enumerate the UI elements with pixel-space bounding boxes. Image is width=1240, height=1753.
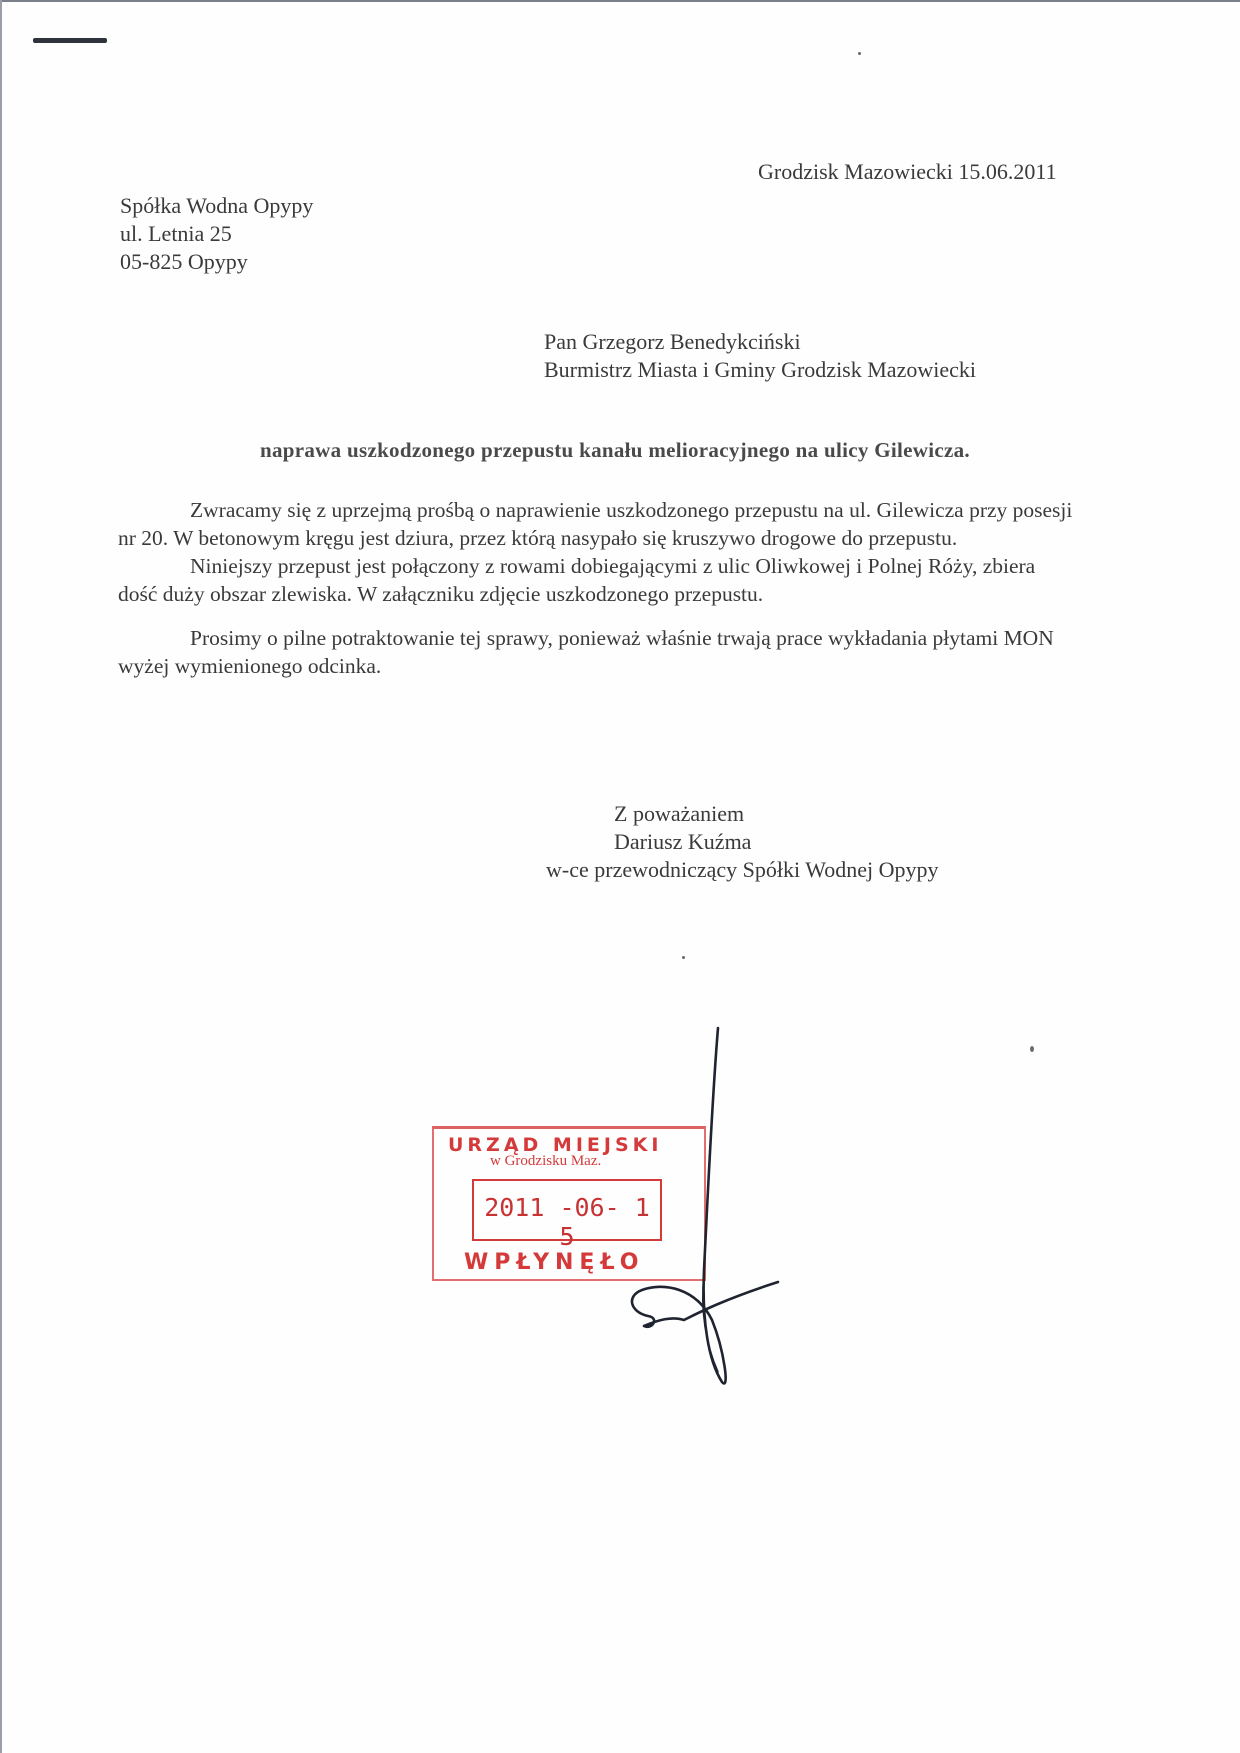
body-paragraph-1: Zwracamy się z uprzejmą prośbą o naprawienie uszkodzonego przepustu na ul. Gilewicza przy posesji nr 20. W betonowym kręgu jest dziura, przez którą nasypało się kruszywo drogowe do przepustu. [118, 498, 1073, 550]
stamp-status: WPŁYNĘŁO [464, 1250, 645, 1275]
letter-body [118, 496, 1078, 680]
stamp-location: w Grodzisku Maz. [490, 1153, 602, 1169]
scan-edge-top [0, 0, 1240, 2]
stamp-date: 2011 -06- 1 5 [484, 1193, 650, 1251]
sender-name: Spółka Wodna Opypy [120, 193, 314, 218]
signer-role: w-ce przewodniczący Spółki Wodnej Opypy [546, 857, 939, 882]
subject-line: naprawa uszkodzonego przepustu kanału melioracyjnego na ulicy Gilewicza. [260, 438, 970, 462]
body-paragraph-2: Niniejszy przepust jest połączony z rowami dobiegającymi z ulic Oliwkowej i Polnej Róży, zbiera dość duży obszar zlewiska. W załączniku zdjęcie uszkodzonego przepustu. [118, 554, 1036, 606]
scan-edge-left [0, 0, 2, 1753]
closing-block [546, 800, 939, 884]
sender-street: ul. Letnia 25 [120, 221, 232, 246]
recipient-title: Burmistrz Miasta i Gminy Grodzisk Mazowiecki [544, 357, 976, 382]
handwritten-signature [600, 1020, 800, 1400]
date-line: Grodzisk Mazowiecki 15.06.2011 [758, 159, 1057, 184]
body-paragraph-3: Prosimy o pilne potraktowanie tej sprawy, ponieważ właśnie trwają prace wykładania płytami MON wyżej wymienionego odcinka. [118, 626, 1054, 678]
closing-greeting: Z poważaniem [614, 801, 745, 826]
signer-name: Dariusz Kuźma [614, 829, 752, 854]
punch-mark [33, 38, 107, 43]
sender-postal: 05-825 Opypy [120, 249, 248, 274]
scan-speck [682, 956, 685, 959]
sender-address [120, 192, 313, 276]
stamp-office: URZĄD MIEJSKI [448, 1134, 663, 1156]
recipient-name: Pan Grzegorz Benedykciński [544, 329, 801, 354]
recipient-address [544, 328, 976, 384]
scan-speck [1030, 1046, 1034, 1052]
scan-speck [858, 52, 861, 55]
